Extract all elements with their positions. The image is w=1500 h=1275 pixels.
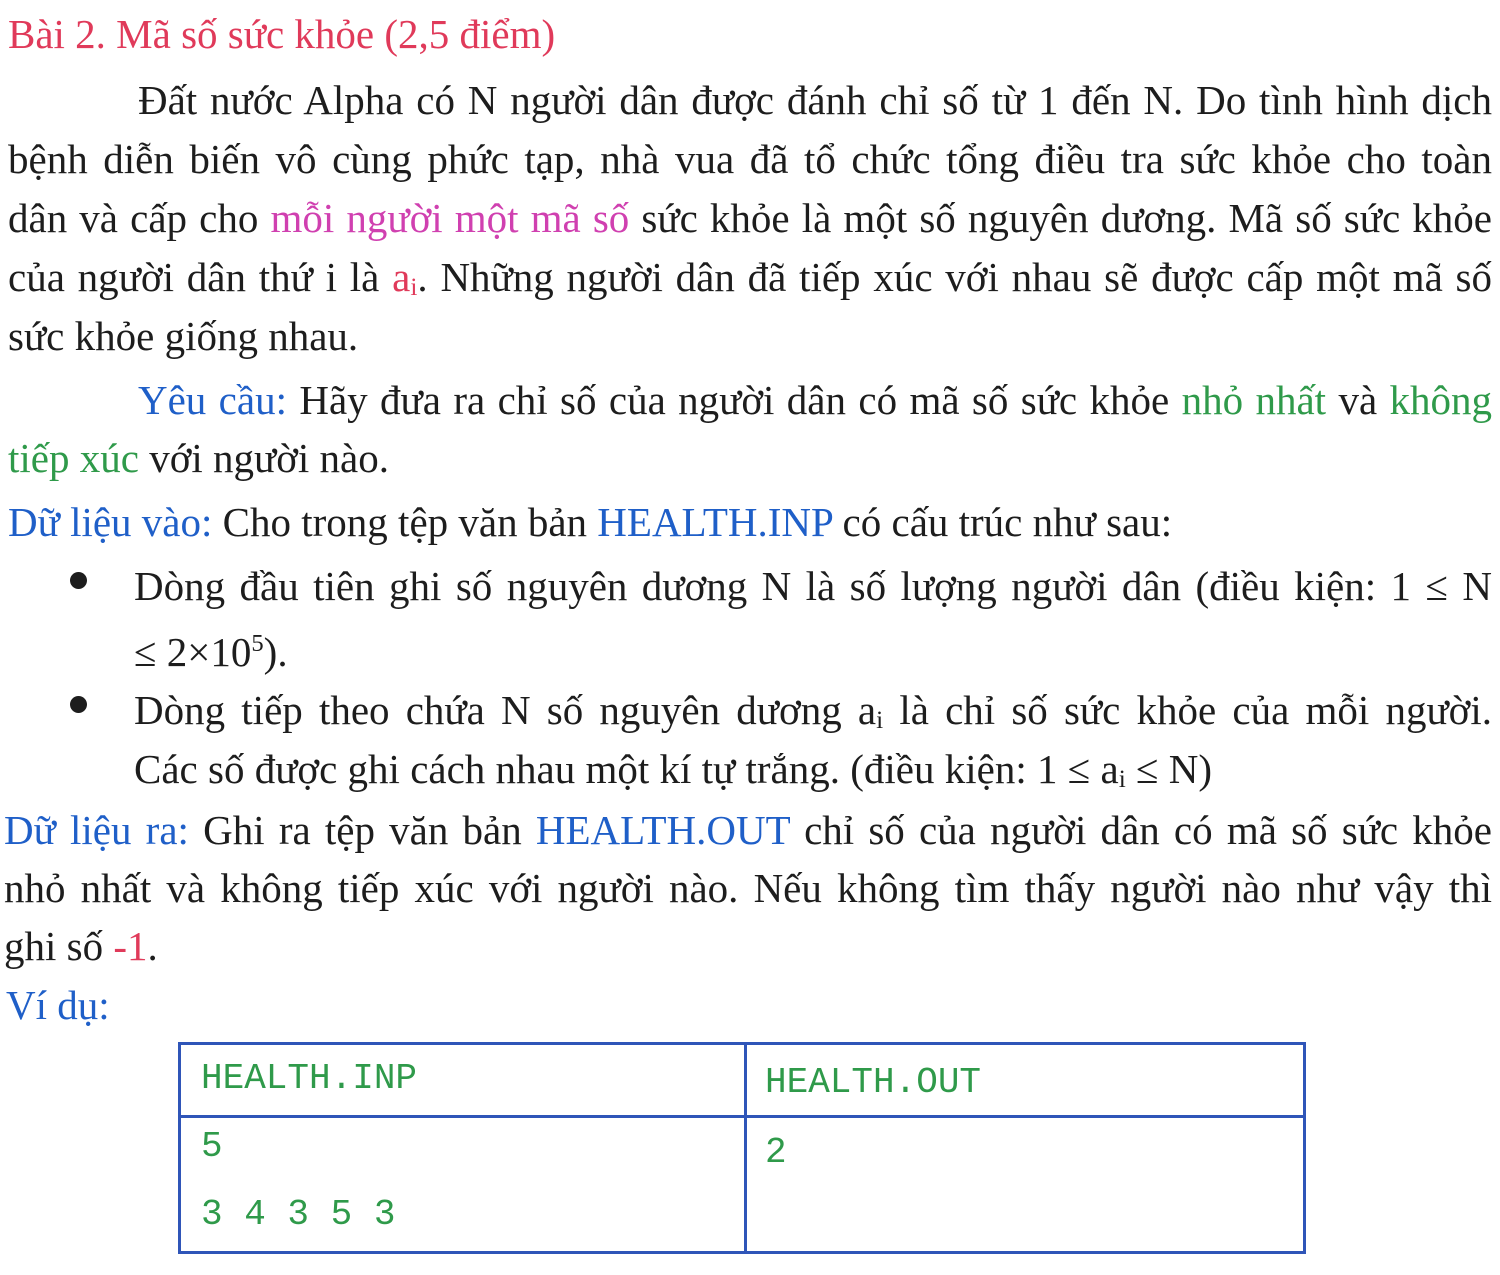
output-filename: HEALTH.OUT <box>535 807 790 853</box>
text-segment: . Những người dân đã tiếp xúc với nhau sẽ được cấp một mã số <box>417 254 1492 300</box>
text-segment: ghi số <box>4 923 114 969</box>
example-label: Ví dụ: <box>6 982 110 1028</box>
paragraph-line-2: bệnh diễn biến vô cùng phức tạp, nhà vua đã tổ chức tổng điều tra sức khỏe cho toàn <box>8 136 1492 182</box>
table-cell-input-line-2: 3 4 3 5 3 <box>201 1194 396 1235</box>
superscript-exponent: 5 <box>251 630 264 657</box>
text-segment: và <box>1326 377 1390 423</box>
table-cell-input-line-1: 5 <box>201 1126 223 1167</box>
variable-subscript-i: i <box>410 272 418 301</box>
output-section-line-2: nhỏ nhất và không tiếp xúc với người nào. Nếu không tìm thấy người nào như vậy thì <box>4 865 1492 911</box>
table-cell-output-line-1: 2 <box>765 1132 787 1173</box>
highlight-smallest: nhỏ nhất <box>1181 377 1327 423</box>
table-header-input: HEALTH.INP <box>201 1058 418 1099</box>
bullet-icon <box>70 696 87 713</box>
requirement-label: Yêu cầu: <box>138 377 287 423</box>
text-segment: với người nào. <box>138 435 390 481</box>
value-negative-one: -1 <box>113 923 148 969</box>
text-segment: Hãy đưa ra chỉ số của người dân có mã số sức khỏe <box>286 377 1182 423</box>
paragraph-line-3 <box>8 188 1492 248</box>
variable-subscript-i: i <box>1118 764 1126 793</box>
bullet1-line-2 <box>134 614 1492 682</box>
text-segment: của người dân thứ i là <box>8 254 393 300</box>
table-header-output: HEALTH.OUT <box>765 1062 982 1103</box>
input-label: Dữ liệu vào: <box>8 499 213 545</box>
paragraph-line-1: Đất nước Alpha có N người dân được đánh chỉ số từ 1 đến N. Do tình hình dịch <box>138 77 1492 123</box>
highlight-each-person-code: mỗi người một mã số <box>270 195 630 241</box>
text-segment: ). <box>263 628 288 675</box>
text-segment: sức khỏe là một số nguyên dương. Mã số sức khỏe <box>629 195 1492 241</box>
bullet-icon <box>70 572 87 589</box>
input-filename: HEALTH.INP <box>597 499 833 545</box>
input-section-heading <box>8 492 1492 552</box>
text-segment: Ghi ra tệp văn bản <box>188 807 536 853</box>
text-segment: Cho trong tệp văn bản <box>212 499 598 545</box>
text-segment: . <box>147 923 158 969</box>
text-segment: ≤ N) <box>1125 746 1213 792</box>
requirement-line-2 <box>8 428 1492 488</box>
text-segment: chỉ số của người dân có mã số sức khỏe <box>789 807 1492 853</box>
variable-a: a <box>392 254 411 300</box>
text-segment: có cấu trúc như sau: <box>832 499 1173 545</box>
text-segment: dân và cấp cho <box>8 195 271 241</box>
bullet2-line-2 <box>134 739 1492 809</box>
table-row-divider <box>181 1115 1303 1118</box>
output-label: Dữ liệu ra: <box>4 807 189 853</box>
highlight-no-contact-part2: tiếp xúc <box>8 435 139 481</box>
variable-a-i <box>392 254 417 300</box>
bullet1-line-1: Dòng đầu tiên ghi số nguyên dương N là số lượng người dân (điều kiện: 1 ≤ N <box>134 563 1492 609</box>
paragraph-line-5: sức khỏe giống nhau. <box>8 313 359 359</box>
highlight-no-contact-part1: không <box>1389 377 1493 423</box>
table-column-divider <box>744 1045 747 1251</box>
example-table <box>178 1042 1306 1254</box>
output-section-line-1 <box>4 800 1492 860</box>
text-segment: là chỉ số sức khỏe của mỗi người. <box>883 687 1492 733</box>
text-segment: ≤ 2×10 <box>134 628 252 675</box>
text-segment: Các số được ghi cách nhau một kí tự trắng. (điều kiện: 1 ≤ a <box>134 746 1119 792</box>
text-segment: Dòng tiếp theo chứa N số nguyên dương a <box>134 687 877 733</box>
requirement-line-1 <box>138 370 1492 430</box>
variable-subscript-i: i <box>876 705 884 734</box>
output-section-line-3 <box>4 916 1492 976</box>
problem-title: Bài 2. Mã số sức khỏe (2,5 điểm) <box>8 11 556 57</box>
